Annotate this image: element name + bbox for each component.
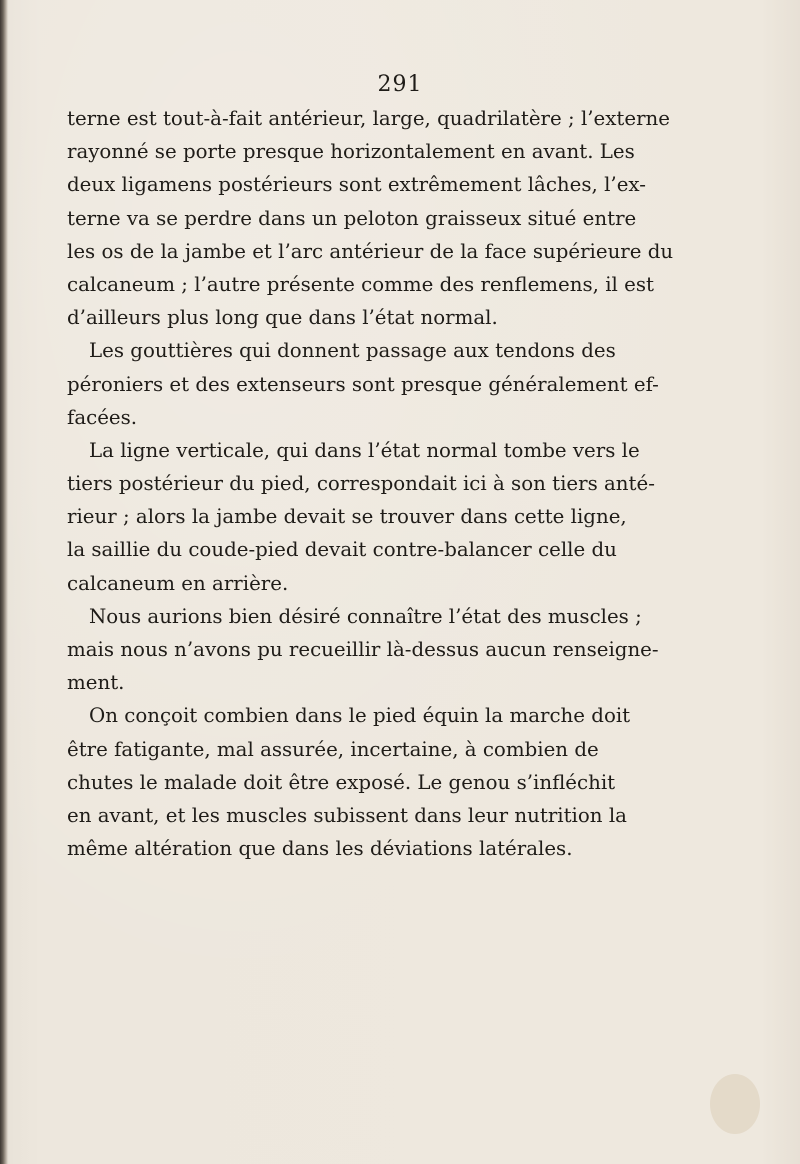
text-line: les os de la jambe et l’arc antérieur de la face supérieure du: [67, 239, 674, 263]
text-line: On conçoit combien dans le pied équin la marche doit: [89, 704, 631, 728]
text-line: la saillie du coude-pied devait contre-balancer celle du: [67, 538, 617, 562]
text-line: terne est tout-à-fait antérieur, large, quadrilatère ; l’externe: [67, 107, 670, 130]
page-number: 291: [377, 72, 423, 97]
text-line: calcaneum ; l’autre présente comme des renflemens, il est: [67, 272, 654, 296]
text-line: deux ligamens postérieurs sont extrêmement lâches, l’ex-: [67, 173, 646, 197]
text-line: terne va se perdre dans un peloton graisseux situé entre: [67, 206, 637, 230]
text-line: péroniers et des extenseurs sont presque généralement ef-: [67, 372, 659, 396]
body-text: [67, 102, 674, 865]
text-line: d’ailleurs plus long que dans l’état normal.: [67, 306, 498, 330]
text-line: Les gouttières qui donnent passage aux tendons des: [89, 339, 616, 363]
text-line: même altération que dans les déviations latérales.: [67, 837, 573, 861]
text-line: rieur ; alors la jambe devait se trouver dans cette ligne,: [67, 505, 627, 529]
text-line: en avant, et les muscles subissent dans leur nutrition la: [67, 803, 627, 827]
text-line: facées.: [67, 405, 138, 429]
text-line: La ligne verticale, qui dans l’état normal tombe vers le: [89, 438, 640, 462]
text-line: ment.: [67, 671, 125, 695]
text-line: Nous aurions bien désiré connaître l’état des muscles ;: [89, 604, 642, 628]
text-line: rayonné se porte presque horizontalement en avant. Les: [67, 140, 635, 164]
paper-stain: [710, 1074, 760, 1134]
page-binding-edge: [0, 0, 8, 1164]
text-line: mais nous n’avons pu recueillir là-dessus aucun renseigne-: [67, 638, 659, 661]
text-line: être fatigante, mal assurée, incertaine, à combien de: [67, 737, 599, 761]
text-line: chutes le malade doit être exposé. Le genou s’infléchit: [67, 770, 616, 794]
text-line: tiers postérieur du pied, correspondait ici à son tiers anté-: [67, 472, 655, 496]
text-line: calcaneum en arrière.: [67, 571, 289, 595]
